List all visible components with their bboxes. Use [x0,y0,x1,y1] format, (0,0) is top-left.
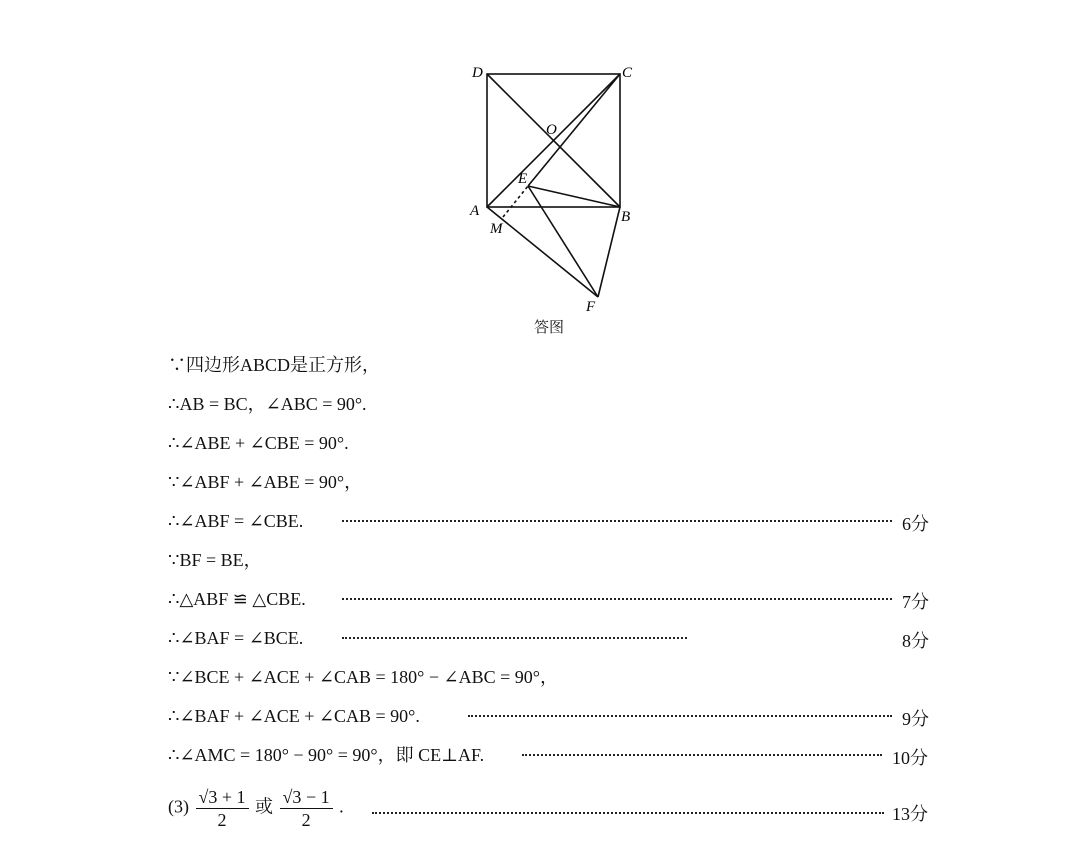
line-eb [528,186,620,207]
label-e: E [518,171,528,187]
proof-line-2: ∴AB = BC，∠ABC = 90°. [168,394,367,414]
proof-line-6: ∵BF = BE， [168,550,262,570]
proof-line-8: ∴∠BAF = ∠BCE. [168,628,304,648]
proof-line-7: ∴△ABF ≌ △CBE. [168,589,306,609]
score-7: 7分 [902,592,929,612]
label-o: O [546,122,557,138]
proof-line-1: ∵四边形ABCD是正方形， [168,355,381,375]
line-af [487,207,598,297]
leader-dots [372,812,884,814]
score-9: 9分 [902,709,929,729]
proof-line-11: ∴∠AMC = 180° − 90° = 90°，即 CE⊥AF. [168,745,485,765]
geometry-figure [440,50,660,320]
score-8: 8分 [902,631,929,651]
leader-dots [342,520,892,522]
fraction-1-tail: + 1 [217,787,246,807]
leader-dots [468,715,892,717]
proof-line-4: ∵∠ABF + ∠ABE = 90°， [168,472,363,492]
proof-line-3: ∴∠ABE + ∠CBE = 90°. [168,433,349,453]
part3-conjunction: 或 [255,796,274,817]
leader-dots [342,598,892,600]
line-ef [528,186,598,297]
fraction-2 [280,786,333,831]
label-f: F [586,299,596,315]
fraction-2-denominator: 2 [301,810,311,830]
line-bf [598,207,620,297]
fraction-1 [196,786,249,831]
leader-dots [522,754,882,756]
fraction-2-tail: − 1 [301,787,330,807]
label-a: A [470,203,480,219]
label-c: C [622,65,633,81]
proof-line-9: ∵∠BCE + ∠ACE + ∠CAB = 180° − ∠ABC = 90°， [168,667,558,687]
leader-dots [342,637,687,639]
score-6: 6分 [902,514,929,534]
part3-prefix: (3) [168,796,189,817]
label-m: M [490,221,503,237]
figure-caption: 答图 [534,318,565,336]
part3-end: . [339,796,344,817]
fraction-1-denominator: 2 [217,810,227,830]
part3-answer [168,786,344,831]
score-10: 10分 [892,748,928,768]
dashed-me [503,186,528,217]
proof-line-10: ∴∠BAF + ∠ACE + ∠CAB = 90°. [168,706,420,726]
sqrt-3: √3 [198,787,218,807]
score-13: 13分 [892,804,928,824]
label-d: D [472,65,483,81]
line-ce [528,74,620,186]
label-b: B [621,209,631,225]
proof-line-5: ∴∠ABF = ∠CBE. [168,511,304,531]
sqrt-3: √3 [282,787,302,807]
